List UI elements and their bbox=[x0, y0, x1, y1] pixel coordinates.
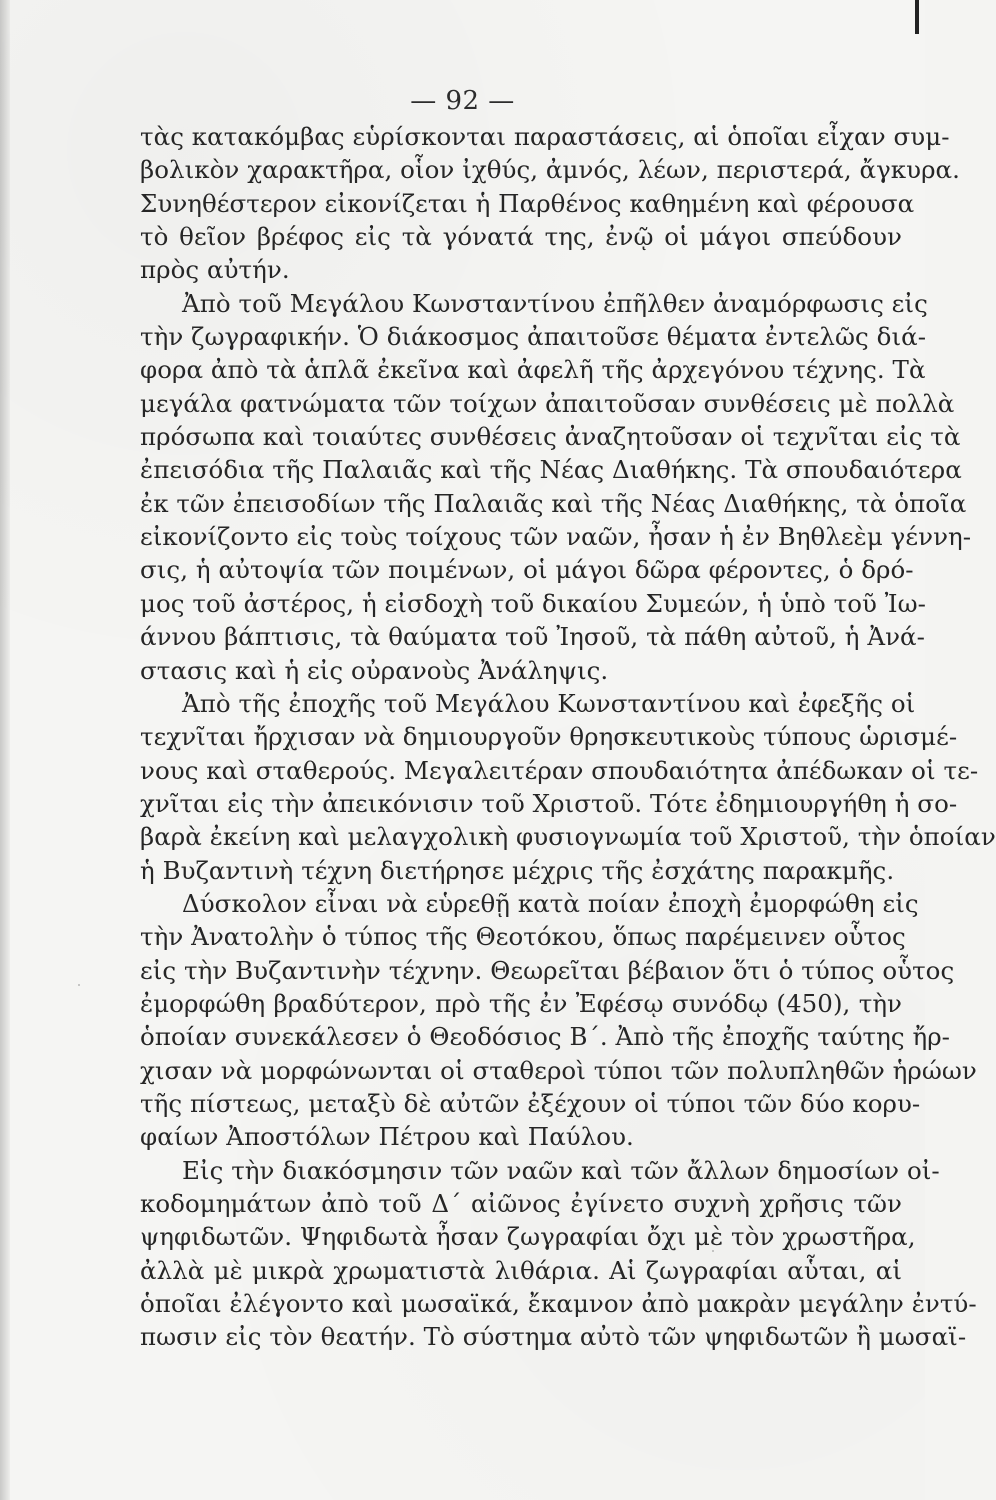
text-line: τὰς κατακόμβας εὑρίσκονται παραστάσεις, αἱ ὁποῖαι εἶχαν συμ- bbox=[140, 122, 950, 151]
text-line: τὸ θεῖον βρέφος εἰς τὰ γόνατά της, ἐνῷ οἱ μάγοι σπεύδουν bbox=[140, 222, 902, 252]
text-line: νους καὶ σταθερούς. Μεγαλειτέραν σπουδαιότητα ἀπέδωκαν οἱ τε- bbox=[140, 755, 979, 785]
text-line: Ἀπὸ τοῦ Μεγάλου Κωνσταντίνου ἐπῆλθεν ἀναμόρφωσις εἰς bbox=[182, 288, 928, 318]
text-line: τεχνῖται ἤρχισαν νὰ δημιουργοῦν θρησκευτικοὺς τύπους ὡρισμέ- bbox=[140, 722, 958, 752]
text-line: σις, ἡ αὐτοψία τῶν ποιμένων, οἱ μάγοι δῶρα φέροντες, ὁ δρό- bbox=[140, 555, 914, 585]
text-line: κοδομημάτων ἀπὸ τοῦ Δ΄ αἰῶνος ἐγίνετο συχνὴ χρῆσις τῶν bbox=[140, 1189, 902, 1218]
text-line: μεγάλα φατνώματα τῶν τοίχων ἀπαιτοῦσαν συνθέσεις μὲ πολλὰ bbox=[140, 388, 955, 418]
text-line: φαίων Ἀποστόλων Πέτρου καὶ Παύλου. bbox=[140, 1122, 634, 1152]
text-line: βαρὰ ἐκείνη καὶ μελαγχολικὴ φυσιογνωμία τοῦ Χριστοῦ, τὴν ὁποίαν bbox=[140, 822, 996, 852]
text-line: χνῖται εἰς τὴν ἀπεικόνισιν τοῦ Χριστοῦ. Τότε ἐδημιουργήθη ἡ σο- bbox=[140, 788, 958, 818]
text-line: Συνηθέστερον εἰκονίζεται ἡ Παρθένος καθημένη καὶ φέρουσα bbox=[140, 188, 915, 218]
text-line: ψηφιδωτῶν. Ψηφιδωτὰ ἦσαν ζωγραφίαι ὄχι μὲ τὸν χρωστῆρα, bbox=[140, 1222, 916, 1252]
text-line: ἐπεισόδια τῆς Παλαιᾶς καὶ τῆς Νέας Διαθήκης. Τὰ σπουδαιότερα bbox=[140, 455, 962, 485]
text-line: άννου βάπτισις, τὰ θαύματα τοῦ Ἰησοῦ, τὰ πάθη αὐτοῦ, ἡ Ἀνά- bbox=[140, 622, 925, 652]
text-line: ἀλλὰ μὲ μικρὰ χρωματιστὰ λιθάρια. Αἱ ζωγραφίαι αὗται, αἱ bbox=[140, 1255, 902, 1285]
text-line: τῆς πίστεως, μεταξὺ δὲ αὐτῶν ἐξέχουν οἱ τύποι τῶν δύο κορυ- bbox=[140, 1088, 921, 1118]
page-edge-mark bbox=[915, 0, 919, 34]
text-line: εἰς τὴν Βυζαντινὴν τέχνην. Θεωρεῖται βέβαιον ὅτι ὁ τύπος οὗτος bbox=[140, 955, 955, 985]
print-speckle bbox=[712, 1250, 714, 1252]
text-line: τὴν Ἀνατολὴν ὁ τύπος τῆς Θεοτόκου, ὅπως παρέμεινεν οὗτος bbox=[140, 922, 906, 952]
page-left-shadow bbox=[0, 0, 10, 1500]
text-line: Ἀπὸ τῆς ἐποχῆς τοῦ Μεγάλου Κωνσταντίνου καὶ ἐφεξῆς οἱ bbox=[182, 688, 916, 718]
text-line: χισαν νὰ μορφώνωνται οἱ σταθεροὶ τύποι τῶν πολυπληθῶν ἡρώων bbox=[140, 1055, 977, 1085]
text-line: βολικὸν χαρακτῆρα, οἷον ἰχθύς, ἀμνός, λέων, περιστερά, ἄγκυρα. bbox=[140, 155, 960, 185]
text-line: εἰκονίζοντο εἰς τοὺς τοίχους τῶν ναῶν, ἦσαν ἡ ἐν Βηθλεὲμ γέννη- bbox=[140, 522, 972, 552]
text-line: στασις καὶ ἡ εἰς οὐρανοὺς Ἀνάληψις. bbox=[140, 655, 609, 685]
text-line: ἡ Βυζαντινὴ τέχνη διετήρησε μέχρις τῆς ἐσχάτης παρακμῆς. bbox=[140, 855, 895, 885]
body-text bbox=[140, 120, 996, 1354]
text-line: μος τοῦ ἀστέρος, ἡ εἰσδοχὴ τοῦ δικαίου Συμεών, ἡ ὑπὸ τοῦ Ἰω- bbox=[140, 588, 926, 618]
text-line: φορα ἀπὸ τὰ ἁπλᾶ ἐκεῖνα καὶ ἀφελῆ τῆς ἀρχεγόνου τέχνης. Τὰ bbox=[140, 355, 926, 385]
text-line: πρὸς αὐτήν. bbox=[140, 255, 290, 285]
text-line: πωσιν εἰς τὸν θεατήν. Τὸ σύστημα αὐτὸ τῶν ψηφιδωτῶν ἢ μωσαϊ- bbox=[140, 1322, 967, 1352]
text-line: ἐκ τῶν ἐπεισοδίων τῆς Παλαιᾶς καὶ τῆς Νέας Διαθήκης, τὰ ὁποῖα bbox=[140, 488, 967, 518]
text-line: ὁποῖαι ἐλέγοντο καὶ μωσαϊκά, ἔκαμνον ἀπὸ μακρὰν μεγάλην ἐντύ- bbox=[140, 1289, 977, 1319]
text-line: Δύσκολον εἶναι νὰ εὑρεθῇ κατὰ ποίαν ἐποχὴ ἐμορφώθη εἰς bbox=[182, 888, 919, 918]
text-line: Εἰς τὴν διακόσμησιν τῶν ναῶν καὶ τῶν ἄλλων δημοσίων οἰ- bbox=[182, 1155, 940, 1185]
print-speckle bbox=[78, 984, 80, 986]
text-line: πρόσωπα καὶ τοιαύτες συνθέσεις ἀναζητοῦσαν οἱ τεχνῖται εἰς τὰ bbox=[140, 422, 961, 452]
print-speckle bbox=[603, 1004, 605, 1006]
text-line: τὴν ζωγραφικήν. Ὁ διάκοσμος ἀπαιτοῦσε θέματα ἐντελῶς διά- bbox=[140, 322, 927, 352]
text-line: ἐμορφώθη βραδύτερον, πρὸ τῆς ἐν Ἐφέσῳ συνόδῳ (450), τὴν bbox=[140, 988, 902, 1018]
page-number: — 92 — bbox=[410, 86, 515, 116]
text-line: ὁποίαν συνεκάλεσεν ὁ Θεοδόσιος Β΄. Ἀπὸ τῆς ἐποχῆς ταύτης ἤρ- bbox=[140, 1022, 951, 1052]
